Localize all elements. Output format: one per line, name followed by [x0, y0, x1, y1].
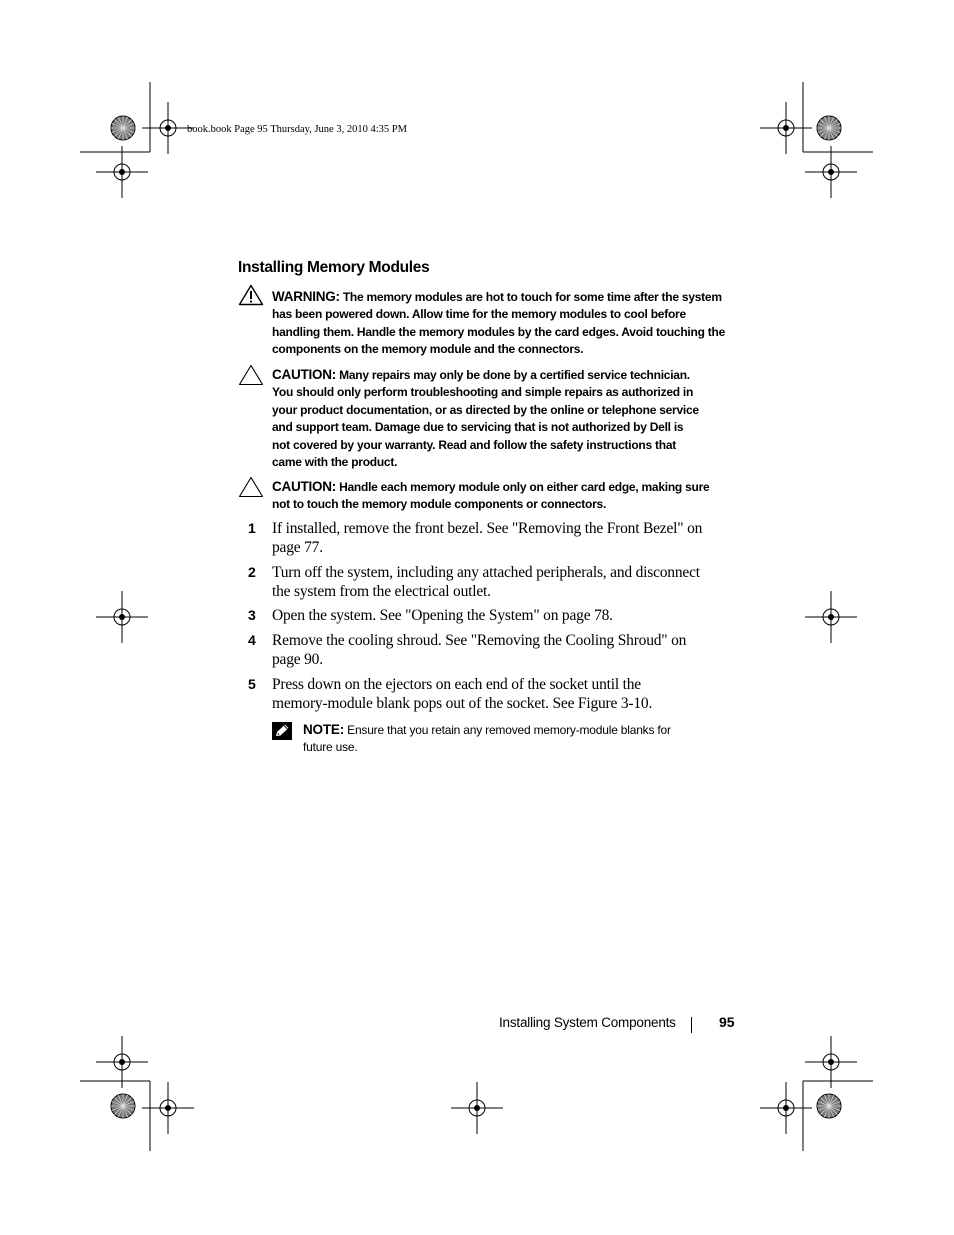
- step-text-line-1: Turn off the system, including any attached peripherals, and disconnect: [272, 564, 700, 581]
- caution-label: CAUTION:: [272, 479, 336, 494]
- caution-text-line-6: came with the product.: [272, 455, 398, 470]
- step-5: [248, 675, 728, 713]
- step-text-line-2: page 90.: [272, 651, 323, 668]
- warning-text-line-4: components on the memory module and the connectors.: [272, 342, 584, 357]
- caution-text-line-1: Many repairs may only be done by a certified service technician.: [336, 368, 690, 382]
- step-text-line-1: Press down on the ejectors on each end of the socket until the: [272, 676, 641, 693]
- footer-chapter-title: Installing System Components: [499, 1015, 676, 1030]
- step-text-line-2: memory-module blank pops out of the socket. See Figure 3-10.: [272, 695, 653, 712]
- step-number: 5: [248, 676, 256, 692]
- caution-notice-handling: [272, 478, 738, 514]
- note-callout: [303, 721, 723, 757]
- caution-text-line-4: and support team. Damage due to servicing that is not authorized by Dell is: [272, 420, 684, 435]
- page-number: 95: [719, 1014, 735, 1030]
- note-text-line-2: future use.: [303, 740, 358, 755]
- note-label: NOTE:: [303, 722, 344, 737]
- step-number: 3: [248, 607, 256, 623]
- warning-label: WARNING:: [272, 289, 340, 304]
- print-header-note: book.book Page 95 Thursday, June 3, 2010 4:35 PM: [187, 124, 407, 135]
- step-3: [248, 606, 728, 625]
- warning-text-line-3: handling them. Handle the memory modules by the card edges. Avoid touching the: [272, 324, 726, 339]
- caution-triangle-icon: [238, 364, 264, 386]
- step-text-line-2: page 77.: [272, 539, 323, 556]
- step-text-line-1: Remove the cooling shroud. See "Removing the Cooling Shroud" on: [272, 632, 687, 649]
- warning-triangle-icon: [238, 284, 264, 306]
- step-1: [248, 519, 728, 557]
- step-number: 2: [248, 564, 256, 580]
- step-2: [248, 563, 728, 601]
- note-text-line-1: Ensure that you retain any removed memory-module blanks for: [344, 723, 671, 737]
- step-4: [248, 631, 728, 669]
- step-text-line-2: the system from the electrical outlet.: [272, 583, 491, 600]
- caution-label: CAUTION:: [272, 367, 336, 382]
- step-text-line-1: If installed, remove the front bezel. See "Removing the Front Bezel" on: [272, 520, 703, 537]
- section-title: Installing Memory Modules: [238, 259, 430, 276]
- step-number: 1: [248, 520, 256, 536]
- warning-text-line-2: has been powered down. Allow time for the memory modules to cool before: [272, 307, 686, 322]
- note-pencil-icon: [272, 722, 292, 740]
- caution-text-line-2: You should only perform troubleshooting and simple repairs as authorized in: [272, 385, 694, 400]
- caution-text-line-3: your product documentation, or as directed by the online or telephone service: [272, 402, 699, 417]
- step-text-line-1: Open the system. See "Opening the System" on page 78.: [272, 607, 613, 624]
- caution-notice-service: [272, 366, 738, 471]
- caution-triangle-icon: [238, 476, 264, 498]
- warning-notice: [272, 288, 738, 359]
- caution-text-line-1: Handle each memory module only on either card edge, making sure: [336, 480, 710, 494]
- footer-separator: [691, 1017, 692, 1033]
- warning-text-line-1: The memory modules are hot to touch for some time after the system: [339, 290, 722, 304]
- step-number: 4: [248, 632, 256, 648]
- caution-text-line-5: not covered by your warranty. Read and follow the safety instructions that: [272, 437, 677, 452]
- caution-text-line-2: not to touch the memory module components or connectors.: [272, 497, 607, 512]
